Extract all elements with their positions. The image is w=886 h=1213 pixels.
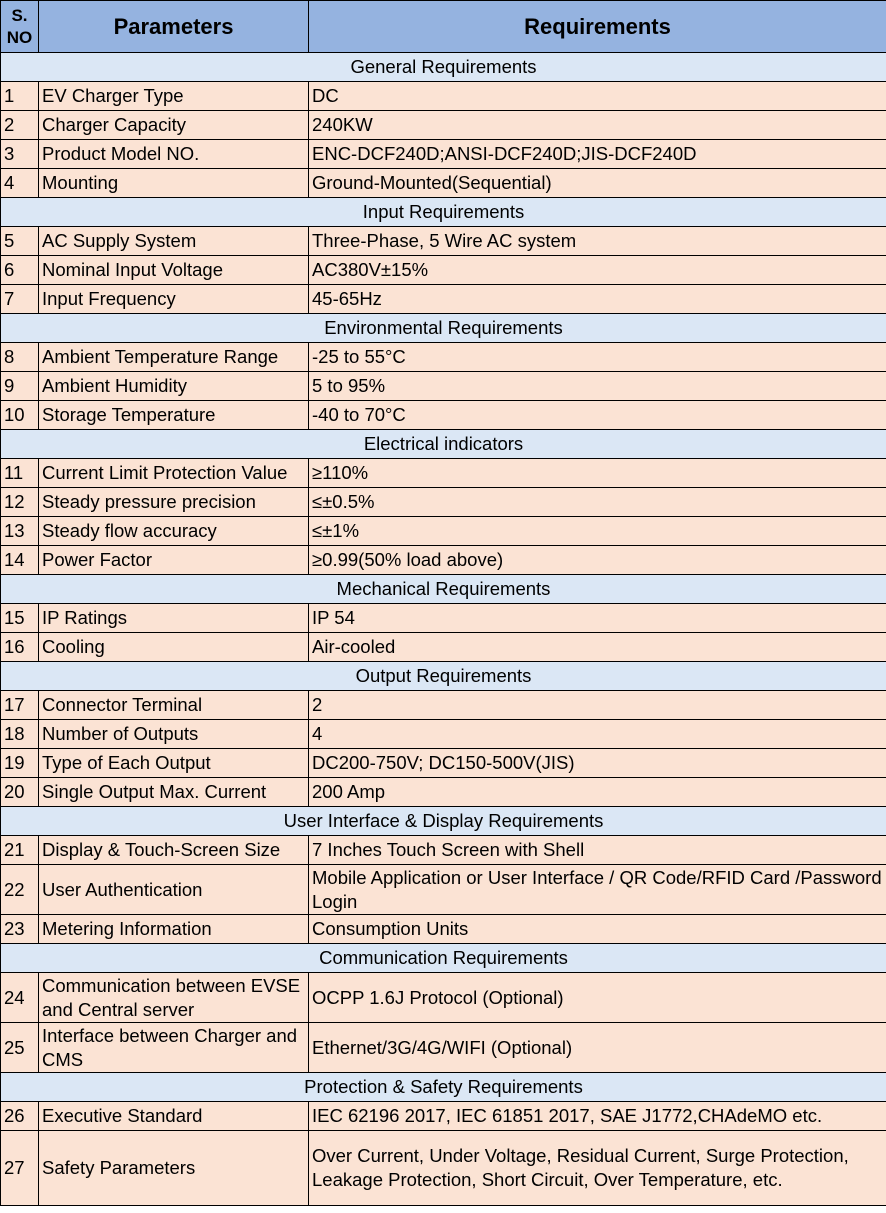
- cell-sno: 19: [1, 749, 39, 778]
- cell-requirement: 240KW: [309, 111, 886, 140]
- cell-requirement: AC380V±15%: [309, 256, 886, 285]
- cell-sno: 23: [1, 915, 39, 944]
- cell-sno: 17: [1, 691, 39, 720]
- table-row: [1, 140, 886, 169]
- cell-requirement: Consumption Units: [309, 915, 886, 944]
- cell-requirement: -40 to 70°C: [309, 401, 886, 430]
- cell-parameter: Input Frequency: [39, 285, 309, 314]
- table-row: [1, 1102, 886, 1131]
- cell-requirement: ≤±0.5%: [309, 488, 886, 517]
- table-row: [1, 285, 886, 314]
- cell-sno: 21: [1, 836, 39, 865]
- cell-sno: 16: [1, 633, 39, 662]
- cell-sno: 8: [1, 343, 39, 372]
- cell-requirement: Over Current, Under Voltage, Residual Current, Surge Protection, Leakage Protection, Short Circuit, Over Temperature, etc.: [309, 1131, 886, 1206]
- cell-requirement: OCPP 1.6J Protocol (Optional): [309, 973, 886, 1023]
- cell-requirement: Ground-Mounted(Sequential): [309, 169, 886, 198]
- header-parameters: Parameters: [39, 1, 309, 53]
- cell-parameter: Steady pressure precision: [39, 488, 309, 517]
- table-row: [1, 169, 886, 198]
- table-row: [1, 256, 886, 285]
- table-row: [1, 778, 886, 807]
- table-row: [1, 604, 886, 633]
- cell-parameter: Executive Standard: [39, 1102, 309, 1131]
- section-row: [1, 807, 886, 836]
- cell-requirement: Mobile Application or User Interface / QR Code/RFID Card /Password Login: [309, 865, 886, 915]
- header-requirements: Requirements: [309, 1, 886, 53]
- cell-requirement: 5 to 95%: [309, 372, 886, 401]
- table-row: [1, 488, 886, 517]
- cell-sno: 12: [1, 488, 39, 517]
- section-title: User Interface & Display Requirements: [1, 807, 886, 836]
- section-title: Mechanical Requirements: [1, 575, 886, 604]
- cell-parameter: Cooling: [39, 633, 309, 662]
- cell-parameter: Current Limit Protection Value: [39, 459, 309, 488]
- header-row: [1, 1, 886, 53]
- cell-parameter: Product Model NO.: [39, 140, 309, 169]
- header-sno: S. NO: [1, 1, 39, 53]
- cell-requirement: 4: [309, 720, 886, 749]
- cell-sno: 11: [1, 459, 39, 488]
- cell-requirement: DC: [309, 82, 886, 111]
- cell-requirement: 200 Amp: [309, 778, 886, 807]
- cell-parameter: Safety Parameters: [39, 1131, 309, 1206]
- cell-sno: 22: [1, 865, 39, 915]
- table-row: [1, 459, 886, 488]
- section-title: Input Requirements: [1, 198, 886, 227]
- table-row: [1, 82, 886, 111]
- section-title: Communication Requirements: [1, 944, 886, 973]
- cell-parameter: Mounting: [39, 169, 309, 198]
- section-row: [1, 430, 886, 459]
- table-row: [1, 633, 886, 662]
- table-row: [1, 836, 886, 865]
- table-row: [1, 865, 886, 915]
- cell-sno: 4: [1, 169, 39, 198]
- cell-sno: 10: [1, 401, 39, 430]
- cell-requirement: -25 to 55°C: [309, 343, 886, 372]
- section-row: [1, 53, 886, 82]
- cell-sno: 26: [1, 1102, 39, 1131]
- cell-parameter: Display & Touch-Screen Size: [39, 836, 309, 865]
- cell-sno: 2: [1, 111, 39, 140]
- cell-requirement: 45-65Hz: [309, 285, 886, 314]
- cell-parameter: Communication between EVSE and Central server: [39, 973, 309, 1023]
- cell-parameter: AC Supply System: [39, 227, 309, 256]
- cell-sno: 24: [1, 973, 39, 1023]
- cell-sno: 3: [1, 140, 39, 169]
- cell-parameter: Interface between Charger and CMS: [39, 1023, 309, 1073]
- table-row: [1, 227, 886, 256]
- section-row: [1, 944, 886, 973]
- cell-requirement: ≥0.99(50% load above): [309, 546, 886, 575]
- cell-requirement: Three-Phase, 5 Wire AC system: [309, 227, 886, 256]
- cell-requirement: 2: [309, 691, 886, 720]
- table-row: [1, 401, 886, 430]
- cell-parameter: Ambient Temperature Range: [39, 343, 309, 372]
- cell-requirement: IEC 62196 2017, IEC 61851 2017, SAE J1772,CHAdeMO etc.: [309, 1102, 886, 1131]
- cell-parameter: Ambient Humidity: [39, 372, 309, 401]
- cell-sno: 13: [1, 517, 39, 546]
- cell-requirement: Ethernet/3G/4G/WIFI (Optional): [309, 1023, 886, 1073]
- table-row: [1, 111, 886, 140]
- section-title: General Requirements: [1, 53, 886, 82]
- cell-parameter: Number of Outputs: [39, 720, 309, 749]
- cell-sno: 1: [1, 82, 39, 111]
- table-row: [1, 343, 886, 372]
- spec-table-body: [1, 53, 886, 1206]
- cell-parameter: User Authentication: [39, 865, 309, 915]
- section-row: [1, 1073, 886, 1102]
- section-row: [1, 662, 886, 691]
- table-row: [1, 720, 886, 749]
- section-row: [1, 198, 886, 227]
- section-row: [1, 575, 886, 604]
- table-row: [1, 749, 886, 778]
- cell-sno: 9: [1, 372, 39, 401]
- table-row: [1, 691, 886, 720]
- cell-requirement: IP 54: [309, 604, 886, 633]
- cell-sno: 5: [1, 227, 39, 256]
- cell-requirement: Air-cooled: [309, 633, 886, 662]
- cell-parameter: Nominal Input Voltage: [39, 256, 309, 285]
- section-row: [1, 314, 886, 343]
- table-row: [1, 517, 886, 546]
- cell-sno: 7: [1, 285, 39, 314]
- cell-requirement: 7 Inches Touch Screen with Shell: [309, 836, 886, 865]
- cell-requirement: DC200-750V; DC150-500V(JIS): [309, 749, 886, 778]
- cell-requirement: ENC-DCF240D;ANSI-DCF240D;JIS-DCF240D: [309, 140, 886, 169]
- section-title: Protection & Safety Requirements: [1, 1073, 886, 1102]
- cell-parameter: Metering Information: [39, 915, 309, 944]
- table-row: [1, 1131, 886, 1206]
- cell-parameter: Single Output Max. Current: [39, 778, 309, 807]
- cell-parameter: Storage Temperature: [39, 401, 309, 430]
- cell-sno: 6: [1, 256, 39, 285]
- cell-parameter: IP Ratings: [39, 604, 309, 633]
- cell-parameter: Connector Terminal: [39, 691, 309, 720]
- section-title: Electrical indicators: [1, 430, 886, 459]
- table-row: [1, 915, 886, 944]
- cell-parameter: EV Charger Type: [39, 82, 309, 111]
- table-row: [1, 1023, 886, 1073]
- table-row: [1, 372, 886, 401]
- section-title: Output Requirements: [1, 662, 886, 691]
- cell-parameter: Type of Each Output: [39, 749, 309, 778]
- table-row: [1, 973, 886, 1023]
- cell-sno: 25: [1, 1023, 39, 1073]
- cell-sno: 20: [1, 778, 39, 807]
- cell-sno: 27: [1, 1131, 39, 1206]
- cell-requirement: ≥110%: [309, 459, 886, 488]
- table-row: [1, 546, 886, 575]
- cell-requirement: ≤±1%: [309, 517, 886, 546]
- cell-parameter: Steady flow accuracy: [39, 517, 309, 546]
- cell-sno: 14: [1, 546, 39, 575]
- cell-sno: 18: [1, 720, 39, 749]
- cell-parameter: Power Factor: [39, 546, 309, 575]
- section-title: Environmental Requirements: [1, 314, 886, 343]
- cell-sno: 15: [1, 604, 39, 633]
- cell-parameter: Charger Capacity: [39, 111, 309, 140]
